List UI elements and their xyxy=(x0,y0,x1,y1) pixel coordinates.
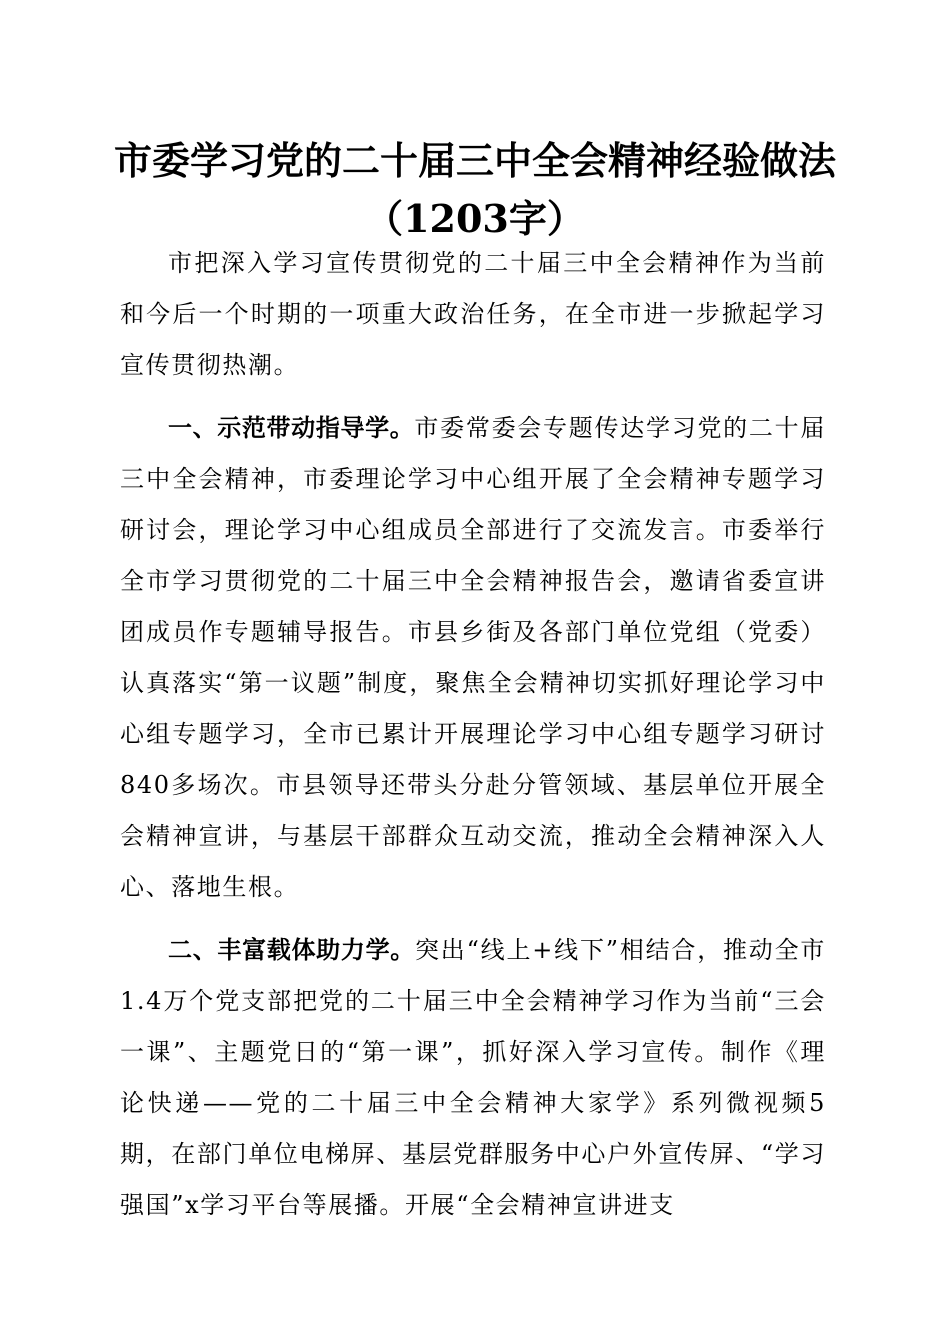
section-heading: 二、丰富载体助力学。 xyxy=(168,936,415,964)
paragraph-text: 市委常委会专题传达学习党的二十届三中全会精神，市委理论学习中心组开展了全会精神专题学习研讨会，理论学习中心组成员全部进行了交流发言。市委举行全市学习贯彻党的二十届三中全会精神报告会，邀请省委宣讲团成员作专题辅导报告。市县乡街及各部门单位党组（党委）认真落实“第一议题”制度，聚焦全会精神切实抓好理论学习中心组专题学习，全市已累计开展理论学习中心组专题学习研讨840多场次。市县领导还带头分赴分管领域、基层单位开展全会精神宣讲，与基层干部群众互动交流，推动全会精神深入人心、落地生根。 xyxy=(120,414,826,901)
paragraph-intro xyxy=(120,238,826,391)
document-title xyxy=(0,132,950,248)
paragraph-section-1 xyxy=(120,403,826,913)
paragraph-text: 市把深入学习宣传贯彻党的二十届三中全会精神作为当前和今后一个时期的一项重大政治任务，在全市进一步掀起学习宣传贯彻热潮。 xyxy=(120,249,826,379)
section-heading: 一、示范带动指导学。 xyxy=(168,414,415,442)
title-main: 市委学习党的二十届三中全会精神经验做法 xyxy=(113,138,836,183)
paragraph-section-2 xyxy=(120,925,826,1231)
document-body xyxy=(120,238,826,1231)
paragraph-text: 突出“线上+线下”相结合，推动全市1.4万个党支部把党的二十届三中全会精神学习作为当前“三会一课”、主题党日的“第一课”，抓好深入学习宣传。制作《理论快递——党的二十届三中全会精神大家学》系列微视频5期，在部门单位电梯屏、基层党群服务中心户外宣传屏、“学习强国”x学习平台等展播。开展“全会精神宣讲进支 xyxy=(120,936,826,1219)
title-word-count: （1203字） xyxy=(365,196,585,241)
